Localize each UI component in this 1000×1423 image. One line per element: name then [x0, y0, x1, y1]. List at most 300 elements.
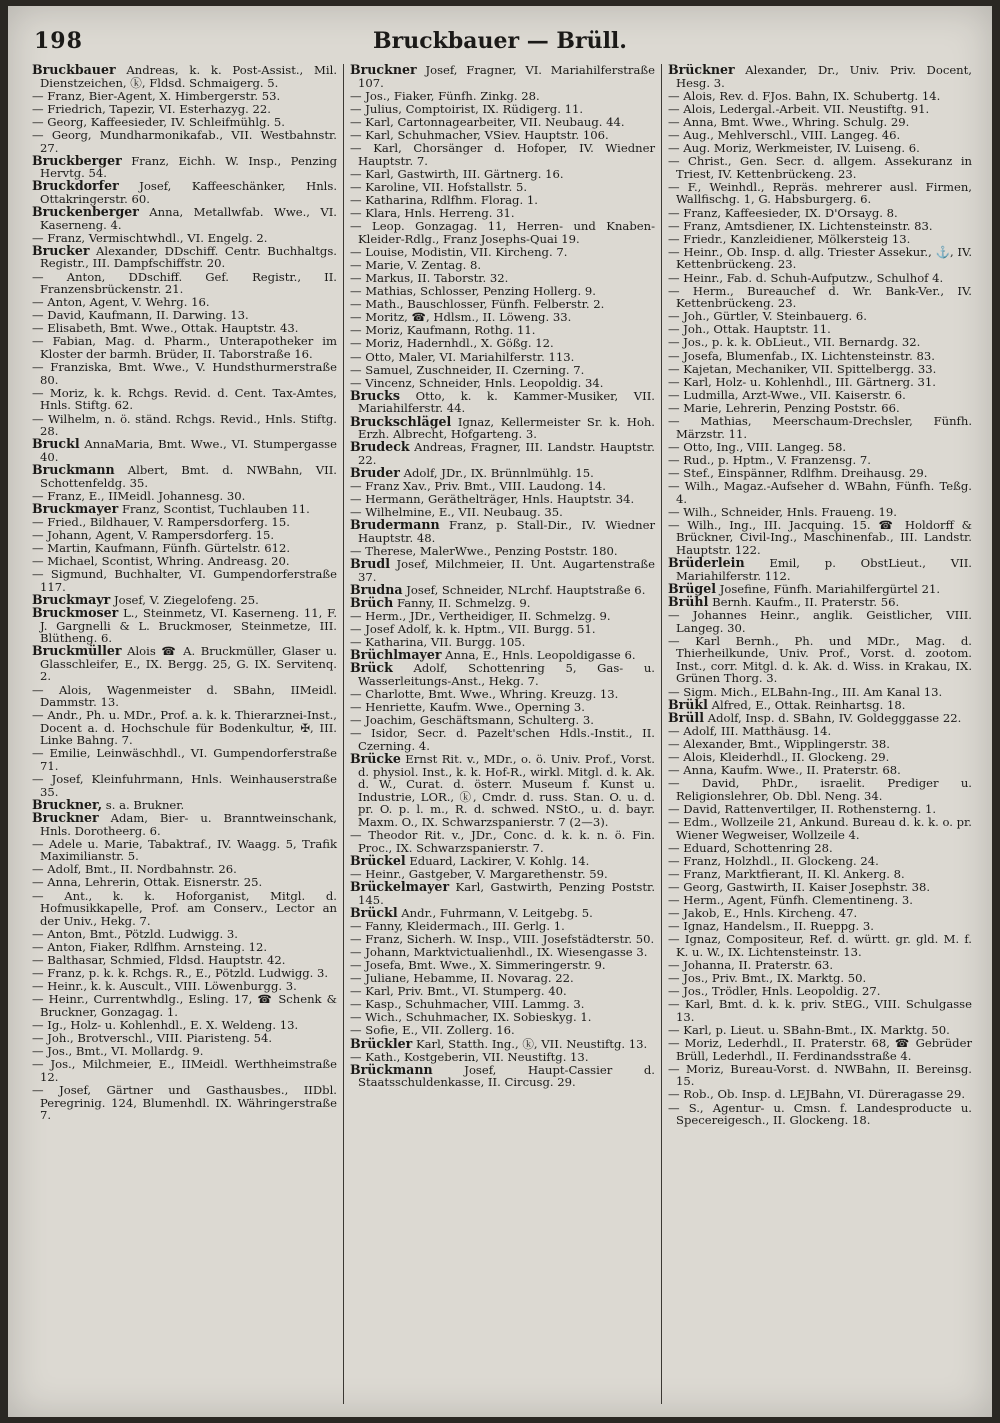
- entry-surname: Brühl: [668, 593, 709, 609]
- directory-entry: [668, 402, 972, 415]
- directory-entry: [668, 64, 972, 89]
- entry-details: — Otto, Ing., VIII. Langeg. 58.: [668, 439, 847, 454]
- page-number: 198: [34, 28, 83, 54]
- entry-surname: Bruckmayer: [32, 500, 119, 516]
- entry-details: — Franz Xav., Priv. Bmt., VIII. Laudong. 14.: [350, 479, 606, 493]
- entry-details: — Therese, MalerWwe., Penzing Poststr. 180.: [350, 543, 618, 558]
- directory-entry: [350, 727, 655, 752]
- directory-entry: [668, 985, 972, 998]
- entry-surname: Bruckdorfer: [32, 178, 119, 194]
- entry-details: — Karl Bernh., Ph. und MDr., Mag. d. Thierheilkunde, Univ. Prof., Vorst. d. zootom. Inst., corr. Mitgl. d. k. Ak. d. Wiss. in Krakau, IX. Grünen Thorg. 3.: [668, 633, 972, 686]
- directory-entry: [668, 868, 972, 881]
- entry-surname: Brückner: [668, 64, 735, 77]
- directory-entry: [32, 387, 337, 412]
- directory-entry: [32, 1058, 337, 1083]
- entry-details: — Moriz, Kaufmann, Rothg. 11.: [350, 323, 536, 338]
- directory-entry: [32, 461, 337, 490]
- directory-entry: [350, 272, 655, 285]
- directory-entry: [668, 129, 972, 142]
- entry-details: — Johann, Marktvictualienhdl., IX. Wiesengasse 3.: [350, 944, 648, 959]
- entry-details: — Georg, Gastwirth, II. Kaiser Josephstr. 38.: [668, 879, 931, 894]
- directory-entry: [350, 116, 655, 129]
- directory-entry: [32, 309, 337, 322]
- running-head: Bruckbauer — Brüll.: [373, 28, 627, 54]
- directory-entry: [32, 206, 337, 231]
- entry-details: — Ant., k. k. Hoforganist, Mitgl. d. Hofmusikkapelle, Prof. am Conserv., Lector an der Univ., Hekg. 7.: [32, 888, 337, 928]
- entry-details: Ernst Rit. v., MDr., o. ö. Univ. Prof., Vorst. d. physiol. Inst., k. k. Hof-R., wirkl. Mitgl. d. k. Ak. d. W., Curat. d. österr. Museum f. Kunst u. Industrie, LOR., ⓚ, Cmdr. d. russ. Stan. O. u. d. pr. O. p. l. m., R. d. schwed. NStO., u. d. bayr. Maxm. O., IX. Schwarzspanierstr. 7 (2—3).: [358, 751, 655, 829]
- entry-details: Alexander, Dr., Univ. Priv. Docent, Hesg. 3.: [676, 64, 972, 90]
- entry-details: — Heinr., Gastgeber, V. Margarethenstr. 59.: [350, 866, 608, 881]
- entry-surname: Brügel: [668, 580, 717, 596]
- directory-entry: [350, 90, 655, 103]
- directory-entry: [668, 90, 972, 103]
- directory-entry: [668, 609, 972, 634]
- column-3: [662, 64, 978, 1404]
- directory-entry: [350, 441, 655, 466]
- entry-details: — Franz, Vermischtwhdl., VI. Engelg. 2.: [32, 230, 268, 245]
- directory-entry: [32, 555, 337, 568]
- entry-details: — Fanny, Kleidermach., III. Gerlg. 1.: [350, 918, 565, 933]
- entry-details: s. a. Brukner.: [102, 797, 185, 812]
- directory-entry: [668, 557, 972, 582]
- entry-details: — Anton, Fiaker, Rdlfhm. Arnsteing. 12.: [32, 939, 268, 954]
- directory-entry: [350, 519, 655, 544]
- directory-entry: [668, 777, 972, 802]
- directory-entry: [32, 64, 337, 89]
- entry-details: — Franz, Kaffeesieder, IX. D'Orsayg. 8.: [668, 205, 898, 220]
- entry-details: Adolf, Schottenring 5, Gas- u. Wasserleitungs-Anst., Hekg. 7.: [358, 661, 655, 688]
- entry-surname: Bruckmoser: [32, 604, 119, 620]
- entry-details: Alfred, E., Ottak. Reinhartsg. 18.: [707, 697, 906, 712]
- entry-details: — F., Weinhdl., Repräs. mehrerer ausl. Firmen, Wallfischg. 1, G. Habsburgerg. 6.: [668, 179, 972, 207]
- directory-entry: [350, 558, 655, 583]
- entry-details: — Stef., Einspänner, Rdlfhm. Dreihausg. 29.: [668, 465, 928, 480]
- entry-details: — Aug. Moriz, Werkmeister, IV. Luiseng. 6.: [668, 141, 920, 156]
- entry-details: — Rud., p. Hptm., V. Franzensg. 7.: [668, 452, 871, 467]
- entry-surname: Brüchlmayer: [350, 647, 442, 663]
- entry-surname: Brudeck: [350, 439, 410, 455]
- entry-details: — Juliane, Hebamme, II. Novarag. 22.: [350, 971, 574, 986]
- entry-details: — David, PhDr., israelit. Prediger u. Religionslehrer, Ob. Dbl. Neng. 34.: [668, 776, 972, 803]
- entry-details: — Heinr., Fab. d. Schuh-Aufputzw., Schulhof 4.: [668, 270, 944, 285]
- directory-entry: [668, 894, 972, 907]
- entry-details: — Sofie, E., VII. Zollerg. 16.: [350, 1023, 515, 1038]
- directory-entry: [32, 890, 337, 928]
- directory-entry: [668, 480, 972, 505]
- entry-surname: Brück: [350, 660, 393, 676]
- directory-entry: [32, 152, 337, 181]
- directory-page: [8, 6, 992, 1417]
- entry-details: — Mathias, Schlosser, Penzing Hollerg. 9.: [350, 284, 596, 299]
- directory-entry: [350, 324, 655, 337]
- entry-details: — Alois, Kleiderhdl., II. Glockeng. 29.: [668, 749, 890, 764]
- entry-details: Alexander, DDschiff. Centr. Buchhaltgs. Registr., III. Dampfschiffstr. 20.: [40, 243, 337, 271]
- entry-details: — Alois, Rev. d. FJos. Bahn, IX. Schubertg. 14.: [668, 88, 941, 103]
- directory-entry: [668, 285, 972, 310]
- entry-details: L., Steinmetz, VI. Kaserneng. 11, F. J. Gargnelli & L. Bruckmoser, Steinmetze, III. Blütheng. 6.: [40, 605, 337, 646]
- entry-surname: Bruckner: [350, 64, 417, 77]
- directory-entry: [350, 259, 655, 272]
- directory-entry: [32, 967, 337, 980]
- directory-entry: [350, 649, 655, 662]
- directory-entry: [668, 738, 972, 751]
- entry-details: — Franz, Marktfierant, II. Kl. Ankerg. 8.: [668, 866, 905, 881]
- entry-details: Otto, k. k. Kammer-Musiker, VII. Mariahilferstr. 44.: [358, 388, 655, 416]
- entry-details: — Moritz, ☎, Hdlsm., II. Löweng. 33.: [350, 310, 572, 325]
- entry-details: — Rob., Ob. Insp. d. LEJBahn, VI. Düreragasse 29.: [668, 1087, 966, 1102]
- entry-details: Josef, Fragner, VI. Mariahilferstraße 107.: [358, 64, 655, 90]
- entry-details: — Moriz, Lederhdl., II. Praterstr. 68, ☎ Gebrüder Brüll, Lederhdl., II. Ferdinandsstraße 4.: [668, 1036, 972, 1063]
- entry-details: — Anton, DDschiff. Gef. Registr., II. Franzensbrückenstr. 21.: [32, 269, 337, 297]
- directory-entry: [350, 946, 655, 959]
- entry-details: — Sigm. Mich., ELBahn-Ing., III. Am Kanal 13.: [668, 684, 943, 699]
- entry-details: — Katharina, VII. Burgg. 105.: [350, 635, 526, 650]
- directory-entry: [350, 750, 655, 829]
- entry-details: — Adele u. Marie, Tabaktraf., IV. Waagg. 5, Trafik Maximilianstr. 5.: [32, 836, 337, 864]
- entry-details: — Karl, Schuhmacher, VSiev. Hauptstr. 106.: [350, 127, 609, 142]
- directory-entry: [32, 928, 337, 941]
- entry-surname: Brüll: [668, 709, 705, 725]
- directory-entry: [32, 103, 337, 116]
- directory-entry: [668, 751, 972, 764]
- directory-entry: [668, 389, 972, 402]
- entry-details: — Franz, p. k. k. Rchgs. R., E., Pötzld. Ludwigg. 3.: [32, 966, 329, 981]
- directory-entry: [350, 364, 655, 377]
- directory-entry: [350, 181, 655, 194]
- entry-surname: Brückmann: [350, 1061, 433, 1077]
- directory-entry: [668, 142, 972, 155]
- directory-entry: [32, 129, 337, 154]
- entry-details: Fanny, II. Schmelzg. 9.: [393, 595, 531, 610]
- directory-entry: [668, 1088, 972, 1101]
- directory-entry: [350, 852, 655, 868]
- entry-details: — Anton, Agent, V. Wehrg. 16.: [32, 295, 210, 310]
- entry-details: — Karl, Holz- u. Kohlenhdl., III. Gärtnerg. 31.: [668, 374, 936, 389]
- directory-entry: [32, 773, 337, 798]
- entry-details: — Jos., Priv. Bmt., IX. Marktg. 50.: [668, 971, 867, 986]
- directory-entry: [668, 593, 972, 609]
- entry-details: — Karl, Chorsänger d. Hofoper, IV. Wiedner Hauptstr. 7.: [350, 141, 655, 168]
- entry-surname: Bruckner: [32, 809, 99, 825]
- directory-entry: [32, 941, 337, 954]
- entry-details: — Friedr., Kanzleidiener, Mölkersteig 13.: [668, 231, 911, 246]
- entry-details: — Fabian, Mag. d. Pharm., Unterapotheker im Kloster der barmh. Brüder, II. Taborstraße 16.: [32, 334, 337, 362]
- entry-details: — Karl, Priv. Bmt., VI. Stumperg. 40.: [350, 984, 567, 999]
- entry-details: — Jos., Fiaker, Fünfh. Zinkg. 28.: [350, 88, 540, 103]
- entry-details: — Franziska, Bmt. Wwe., V. Hundsthurmerstraße 80.: [32, 360, 337, 387]
- entry-details: — Herm., Bureauchef d. Wr. Bank-Ver., IV. Kettenbrückeng. 23.: [668, 283, 972, 311]
- directory-entry: [668, 519, 972, 557]
- directory-entry: [32, 863, 337, 876]
- directory-entry: [668, 1024, 972, 1037]
- directory-entry: [32, 980, 337, 993]
- entry-details: Bernh. Kaufm., II. Praterstr. 56.: [708, 594, 900, 609]
- entry-details: — Markus, II. Taborstr. 32.: [350, 271, 509, 285]
- entry-details: — Julius, Comptoirist, IX. Rüdigerg. 11.: [350, 101, 584, 116]
- entry-details: — Alexander, Bmt., Wipplingerstr. 38.: [668, 736, 890, 751]
- entry-details: — Franz, Amtsdiener, IX. Lichtensteinstr. 83.: [668, 218, 933, 233]
- entry-details: — Kasp., Schuhmacher, VIII. Lammg. 3.: [350, 997, 585, 1012]
- directory-entry: [350, 246, 655, 259]
- entry-details: — Ludmilla, Arzt-Wwe., VII. Kaiserstr. 6.: [668, 387, 906, 402]
- entry-details: — Vincenz, Schneider, Hnls. Leopoldig. 34.: [350, 375, 604, 390]
- directory-entry: [350, 623, 655, 636]
- directory-entry: [350, 1061, 655, 1090]
- directory-entry: [668, 233, 972, 246]
- entry-details: — Marie, Lehrerin, Penzing Poststr. 66.: [668, 400, 900, 415]
- entry-details: — Wilhelmine, E., VII. Neubaug. 35.: [350, 505, 563, 520]
- directory-entry: [668, 972, 972, 985]
- page-header: [8, 26, 992, 62]
- entry-details: — Michael, Scontist, Whring. Andreasg. 20.: [32, 554, 290, 569]
- directory-entry: [32, 516, 337, 529]
- directory-entry: [350, 972, 655, 985]
- directory-entry: [32, 838, 337, 863]
- directory-entry: [668, 336, 972, 349]
- entry-details: Ignaz, Kellermeister Sr. k. Hoh. Erzh. Albrecht, Hofgarteng. 3.: [358, 414, 655, 442]
- directory-entry: [668, 816, 972, 841]
- entry-details: — Aug., Mehlverschl., VIII. Langeg. 46.: [668, 127, 901, 142]
- directory-entry: [350, 662, 655, 687]
- directory-entry: [350, 285, 655, 298]
- entry-details: — Wilh., Ing., III. Jacquing. 15. ☎ Holdorff & Brückner, Civil-Ing., Maschinenfab., III. Landstr. Hauptstr. 122.: [668, 517, 972, 557]
- entry-details: — Kath., Kostgeberin, VII. Neustiftg. 13.: [350, 1049, 589, 1064]
- entry-details: — Herm., Agent, Fünfh. Clementineng. 3.: [668, 893, 913, 907]
- entry-details: — Franz, Holzhdl., II. Glockeng. 24.: [668, 853, 879, 868]
- directory-entry: [32, 116, 337, 129]
- entry-details: — Heinr., Ob. Insp. d. allg. Triester Assekur., ⚓, IV. Kettenbrückeng. 23.: [668, 244, 972, 272]
- entry-details: — Otto, Maler, VI. Mariahilferstr. 113.: [350, 349, 575, 364]
- entry-surname: Bruckner,: [32, 796, 103, 812]
- entry-details: — Marie, V. Zentag. 8.: [350, 257, 482, 272]
- directory-entry: [350, 207, 655, 220]
- entry-details: — Ignaz, Handelsm., II. Rueppg. 3.: [668, 919, 874, 934]
- entry-surname: Brüch: [350, 594, 394, 610]
- directory-entry: [350, 387, 655, 416]
- directory-entry: [32, 90, 337, 103]
- entry-details: — Alois, Ledergal.-Arbeit. VII. Neustiftg. 91.: [668, 101, 930, 116]
- directory-entry: [668, 907, 972, 920]
- directory-entry: [32, 876, 337, 889]
- entry-details: — Ig., Holz- u. Kohlenhdl., E. X. Weldeng. 13.: [32, 1017, 299, 1032]
- directory-entry: [350, 920, 655, 933]
- entry-details: Josef, V. Ziegelofeng. 25.: [110, 592, 259, 607]
- directory-entry: [668, 855, 972, 868]
- entry-surname: Bruckenberger: [32, 204, 139, 220]
- directory-entry: [350, 413, 655, 442]
- directory-entry: [350, 959, 655, 972]
- directory-entry: [350, 480, 655, 493]
- entry-details: — Heinr., k. k. Auscult., VIII. Löwenburgg. 3.: [32, 979, 297, 994]
- directory-entry: [32, 1045, 337, 1058]
- entry-details: — Adolf, Bmt., II. Nordbahnstr. 26.: [32, 862, 237, 877]
- entry-details: — Ignaz, Compositeur, Ref. d. württ. gr. gld. M. f. K. u. W., IX. Lichtensteinstr. 13.: [668, 932, 972, 959]
- directory-entry: [668, 1037, 972, 1062]
- directory-columns: [26, 64, 978, 1404]
- directory-entry: [32, 568, 337, 593]
- column-2: [344, 64, 662, 1404]
- directory-entry: [32, 438, 337, 463]
- entry-details: Adolf, JDr., IX. Brünnlmühlg. 15.: [399, 465, 594, 480]
- entry-details: — Balthasar, Schmied, Fldsd. Hauptstr. 42.: [32, 952, 286, 967]
- directory-entry: [350, 194, 655, 207]
- directory-entry: [350, 464, 655, 480]
- entry-details: — Theodor Rit. v., JDr., Conc. d. k. k. n. ö. Fin. Proc., IX. Schwarzspanierstr. 7.: [350, 828, 655, 855]
- directory-entry: [32, 335, 337, 360]
- directory-entry: [350, 351, 655, 364]
- entry-details: — Karl, Cartonnagearbeiter, VII. Neubaug. 44.: [350, 114, 625, 129]
- entry-surname: Brückl: [350, 904, 398, 920]
- entry-surname: Bruder: [350, 464, 400, 480]
- directory-entry: [32, 529, 337, 542]
- directory-entry: [350, 129, 655, 142]
- entry-surname: Bruckbauer: [32, 64, 116, 77]
- directory-entry: [668, 881, 972, 894]
- entry-details: — Johannes Heinr., anglik. Geistlicher, VIII. Langeg. 30.: [668, 607, 972, 635]
- entry-details: — Klara, Hnls. Herreng. 31.: [350, 206, 515, 221]
- entry-details: — Johann, Agent, V. Rampersdorferg. 15.: [32, 527, 275, 542]
- entry-surname: Brückel: [350, 852, 406, 868]
- directory-entry: [668, 635, 972, 685]
- entry-details: — Joh., Gürtler, V. Steinbauerg. 6.: [668, 309, 867, 324]
- entry-details: — S., Agentur- u. Cmsn. f. Landesproducte u. Specereigesch., II. Glockeng. 18.: [668, 1100, 972, 1128]
- entry-details: — Josefa, Bmt. Wwe., X. Simmeringerstr. 9.: [350, 957, 606, 972]
- entry-surname: Bruckmüller: [32, 643, 122, 659]
- entry-details: Josefine, Fünfh. Mariahilfergürtel 21.: [716, 581, 941, 596]
- directory-entry: [668, 920, 972, 933]
- directory-entry: [32, 809, 337, 838]
- entry-details: — Georg, Mundharmonikafab., VII. Westbahnstr. 27.: [32, 127, 337, 155]
- directory-entry: [32, 1084, 337, 1122]
- directory-entry: [350, 337, 655, 350]
- entry-details: — Franz, E., IIMeidl. Johannesg. 30.: [32, 488, 246, 503]
- entry-details: Andr., Fuhrmann, V. Leitgebg. 5.: [397, 905, 593, 920]
- directory-entry: [32, 604, 337, 646]
- directory-entry: [350, 1011, 655, 1024]
- entry-details: — Andr., Ph. u. MDr., Prof. a. k. k. Thierarznei-Inst., Docent a. d. Hochschule für Bodenkultur, ✠, III. Linke Bahng. 7.: [32, 708, 337, 748]
- entry-details: — Josef, Gärtner und Gasthausbes., IIDbl. Peregrinig. 124, Blumenhdl. IX. Währingerstraße 7.: [32, 1082, 337, 1123]
- entry-surname: Brücke: [350, 750, 401, 766]
- directory-entry: [350, 610, 655, 623]
- directory-entry: [668, 415, 972, 440]
- directory-entry: [668, 441, 972, 454]
- directory-entry: [350, 878, 655, 907]
- entry-details: Alois ☎ A. Bruckmüller, Glaser u. Glasschleifer, E., IX. Bergg. 25, G. IX. Servitenq. 2.: [40, 644, 337, 684]
- entry-surname: Bruckberger: [32, 152, 122, 168]
- entry-details: — Herm., JDr., Vertheidiger, II. Schmelzg. 9.: [350, 608, 611, 623]
- directory-entry: [32, 684, 337, 709]
- entry-details: Karl, Statth. Ing., ⓚ, VII. Neustiftg. 13.: [412, 1036, 648, 1051]
- directory-entry: [32, 1032, 337, 1045]
- entry-details: — Fried., Bildhauer, V. Rampersdorferg. 15.: [32, 514, 290, 529]
- entry-surname: Brückler: [350, 1035, 413, 1051]
- directory-entry: [350, 64, 655, 89]
- entry-details: Emil, p. ObstLieut., VII. Mariahilferstr. 112.: [676, 556, 972, 583]
- directory-entry: [668, 350, 972, 363]
- directory-entry: [350, 168, 655, 181]
- directory-entry: [668, 842, 972, 855]
- directory-entry: [350, 688, 655, 701]
- entry-details: — Jakob, E., Hnls. Kircheng. 47.: [668, 906, 858, 921]
- directory-entry: [32, 1019, 337, 1032]
- directory-entry: [350, 493, 655, 506]
- entry-details: — Samuel, Zuschneider, II. Czerning. 7.: [350, 362, 585, 377]
- entry-details: Josef, Schneider, NLrchf. Hauptstraße 6.: [402, 582, 646, 597]
- entry-surname: Brucks: [350, 387, 400, 403]
- directory-entry: [350, 1035, 655, 1051]
- entry-details: — Joachim, Geschäftsmann, Schulterg. 3.: [350, 713, 594, 728]
- entry-details: — Moriz, Hadernhdl., X. Gößg. 12.: [350, 336, 554, 351]
- directory-entry: [350, 298, 655, 311]
- entry-details: — Friedrich, Tapezir, VI. Esterhazyg. 22.: [32, 101, 271, 116]
- directory-entry: [668, 246, 972, 271]
- entry-details: Adam, Bier- u. Branntweinschank, Hnls. Dorotheerg. 6.: [40, 810, 337, 838]
- entry-details: — Josef, Kleinfuhrmann, Hnls. Weinhauserstraße 35.: [32, 772, 337, 799]
- entry-details: Franz, Scontist, Tuchlauben 11.: [118, 501, 310, 516]
- directory-entry: [668, 207, 972, 220]
- directory-entry: [668, 803, 972, 816]
- directory-entry: [350, 998, 655, 1011]
- directory-entry: [668, 181, 972, 206]
- entry-details: — Leop. Gonzagag. 11, Herren- und Knaben-Kleider-Rdlg., Franz Josephs-Quai 19.: [350, 219, 655, 246]
- entry-details: Anna, E., Hnls. Leopoldigasse 6.: [441, 648, 636, 663]
- entry-details: — Sigmund, Buchhalter, VI. Gumpendorferstraße 117.: [32, 567, 337, 594]
- entry-details: — Edm., Wollzeile 21, Ankund. Bureau d. k. k. o. pr. Wiener Wegweiser, Wollzeile 4.: [668, 814, 972, 842]
- directory-entry: [668, 580, 972, 596]
- entry-details: — Franz, Sicherh. W. Insp., VIII. Josefstädterstr. 50.: [350, 931, 655, 946]
- entry-details: — Charlotte, Bmt. Wwe., Whring. Kreuzg. 13.: [350, 687, 619, 701]
- entry-details: — Heinr., Currentwhdlg., Esling. 17, ☎ Schenk & Bruckner, Gonzagag. 1.: [32, 992, 337, 1019]
- entry-details: — David, Kaufmann, II. Darwing. 13.: [32, 308, 249, 323]
- entry-details: — Karoline, VII. Hofstallstr. 5.: [350, 179, 528, 194]
- directory-entry: [668, 725, 972, 738]
- entry-surname: Brüderlein: [668, 555, 745, 571]
- entry-details: — Wilh., Schneider, Hnls. Fraueng. 19.: [668, 504, 897, 519]
- entry-details: — Hermann, Geräthelträger, Hnls. Hauptstr. 34.: [350, 492, 635, 507]
- directory-entry: [668, 272, 972, 285]
- directory-entry: [32, 500, 337, 516]
- entry-details: — Adolf, III. Matthäusg. 14.: [668, 723, 832, 738]
- entry-details: — Moriz, k. k. Rchgs. Revid. d. Cent. Tax-Amtes, Hnls. Stiftg. 62.: [32, 385, 337, 413]
- entry-details: — Wich., Schuhmacher, IX. Sobieskyg. 1.: [350, 1010, 592, 1025]
- entry-details: — Moriz, Bureau-Vorst. d. NWBahn, II. Bereinsg. 15.: [668, 1061, 972, 1089]
- directory-entry: [350, 701, 655, 714]
- entry-details: Josef, Haupt-Cassier d. Staatsschuldenkasse, II. Circusg. 29.: [358, 1062, 655, 1090]
- entry-details: — Georg, Kaffeesieder, IV. Schleifmühlg. 5.: [32, 114, 285, 129]
- entry-surname: Brudermann: [350, 517, 440, 533]
- entry-details: — Joh., Brotverschl., VIII. Piaristeng. 54.: [32, 1031, 273, 1046]
- directory-entry: [668, 363, 972, 376]
- directory-entry: [668, 686, 972, 699]
- entry-details: Karl, Gastwirth, Penzing Poststr. 145.: [358, 879, 655, 907]
- directory-entry: [32, 361, 337, 386]
- directory-entry: [668, 998, 972, 1023]
- directory-entry: [32, 747, 337, 772]
- directory-entry: [668, 1102, 972, 1127]
- directory-entry: [32, 993, 337, 1018]
- directory-entry: [668, 155, 972, 180]
- entry-details: — Math., Bauschlosser, Fünfh. Felberstr. 2.: [350, 297, 605, 312]
- entry-details: — Katharina, Rdlfhm. Florag. 1.: [350, 192, 538, 207]
- directory-entry: [668, 103, 972, 116]
- directory-entry: [668, 116, 972, 129]
- directory-entry: [32, 413, 337, 438]
- directory-entry: [668, 933, 972, 958]
- entry-details: — Anton, Bmt., Pötzld. Ludwigg. 3.: [32, 926, 238, 941]
- entry-details: — Wilh., Magaz.-Aufseher d. WBahn, Fünfh. Teßg. 4.: [668, 479, 972, 506]
- entry-details: — Alois, Wagenmeister d. SBahn, IIMeidl. Dammstr. 13.: [32, 682, 337, 710]
- entry-details: — Mathias, Meerschaum-Drechsler, Fünfh. Märzstr. 11.: [668, 414, 972, 441]
